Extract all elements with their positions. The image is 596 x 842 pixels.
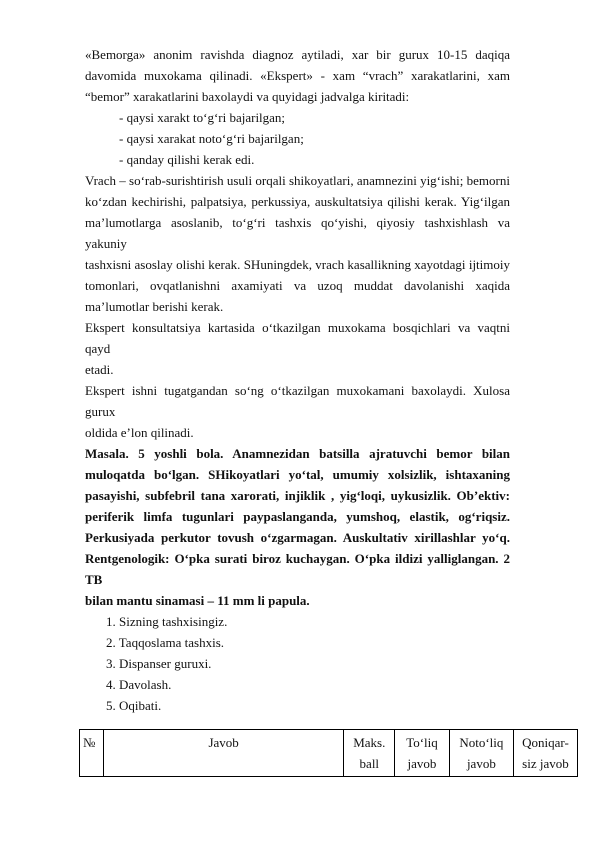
header-full-answer [395, 730, 450, 777]
header-incomplete-answer-line1: Noto‘liq [459, 735, 504, 750]
header-unsatisfactory-answer [513, 730, 577, 777]
header-number-label: № [83, 735, 96, 750]
text-line: Masala. 5 yoshli bola. Anamnezidan batsilla ajratuvchi bemor bilan [85, 446, 510, 461]
text-line: periferik limfa tugunlari paypaslanganda, yumshoq, elastik, og‘riqsiz. [85, 509, 510, 524]
text-line: Ekspert konsultatsiya kartasida o‘tkazilgan muxokama bosqichlari va vaqtni qayd [85, 320, 510, 356]
header-max-score [344, 730, 395, 777]
header-number [80, 730, 104, 777]
header-unsatisfactory-answer-line2: siz javob [522, 756, 569, 771]
text-line: Rentgenologik: O‘pka surati biroz kuchaygan. O‘pka ildizi yalliglangan. 2 TB [85, 551, 510, 587]
text-line: bilan mantu sinamasi – 11 mm li papula. [85, 593, 310, 608]
text-line: muloqatda bo‘lgan. SHikoyatlari yo‘tal, umumiy xolsizlik, ishtaxaning [85, 467, 510, 482]
header-max-score-line1: Maks. [353, 735, 386, 750]
header-answer [103, 730, 344, 777]
bullet-list [85, 107, 510, 170]
header-incomplete-answer [449, 730, 513, 777]
list-item: 1. Sizning tashxisingiz. [106, 614, 228, 629]
header-incomplete-answer-line2: javob [466, 756, 496, 771]
text-line: davomida muxokama qilinadi. «Ekspert» - xam “vrach” xarakatlarini, xam [85, 68, 510, 83]
header-unsatisfactory-answer-line1: Qoniqar- [522, 735, 569, 750]
text-line: Vrach – so‘rab-surishtirish usuli orqali shikoyatlari, anamnezini yig‘ishi; bemorni [85, 173, 510, 188]
text-line: Perkusiyada perkutor tovush o‘zgarmagan. Auskultativ xirillashlar yo‘q. [85, 530, 510, 545]
header-answer-label: Javob [208, 735, 239, 750]
header-full-answer-line2: javob [407, 756, 437, 771]
list-item: - qaysi xarakt to‘g‘ri bajarilgan; [119, 110, 286, 125]
header-max-score-line2: ball [359, 756, 380, 771]
text-line: oldida e’lon qilinadi. [85, 425, 194, 440]
list-item: - qaysi xarakat noto‘g‘ri bajarilgan; [119, 131, 304, 146]
text-line: ma’lumotlar berishi kerak. [85, 299, 224, 314]
text-line: tomonlari, ovqatlanishni axamiyati va uzoq muddat davolanishi xaqida [85, 278, 510, 293]
intro-paragraph [85, 44, 510, 107]
list-item: 3. Dispanser guruxi. [106, 656, 212, 671]
list-item: 5. Oqibati. [106, 698, 162, 713]
text-line: pasayishi, subfebril tana xarorati, injiklik , yig‘loqi, uykusizlik. Ob’ektiv: [85, 488, 510, 503]
text-line: “bemor” xarakatlarini baxolaydi va quyidagi jadvalga kiritadi: [85, 89, 410, 104]
list-item: 2. Taqqoslama tashxis. [106, 635, 225, 650]
list-item: 4. Davolash. [106, 677, 172, 692]
question-list [85, 611, 510, 716]
ekspert-paragraph-1 [85, 317, 510, 380]
text-line: ma’lumotlarga asoslanib, to‘g‘ri tashxis qo‘yishi, qiyosiy tashxishlash va yakuniy [85, 215, 510, 251]
text-line: «Bemorga» anonim ravishda diagnoz aytiladi, xar bir gurux 10-15 daqiqa [85, 47, 510, 62]
masala-paragraph [85, 443, 510, 611]
vrach-paragraph [85, 170, 510, 317]
text-line: tashxisni asoslay olishi kerak. SHuningdek, vrach kasallikning xayotdagi ijtimoiy [85, 257, 510, 272]
text-line: etadi. [85, 362, 114, 377]
list-item: - qanday qilishi kerak edi. [119, 152, 255, 167]
text-line: ko‘zdan kechirishi, palpatsiya, perkussiya, auskultatsiya qilishi kerak. Yig‘ilgan [85, 194, 510, 209]
ekspert-paragraph-2 [85, 380, 510, 443]
answer-table [79, 729, 578, 777]
header-full-answer-line1: To‘liq [406, 735, 438, 750]
table-header-row [80, 730, 578, 777]
document-body [85, 44, 510, 716]
text-line: Ekspert ishni tugatgandan so‘ng o‘tkazilgan muxokamani baxolaydi. Xulosa gurux [85, 383, 510, 419]
